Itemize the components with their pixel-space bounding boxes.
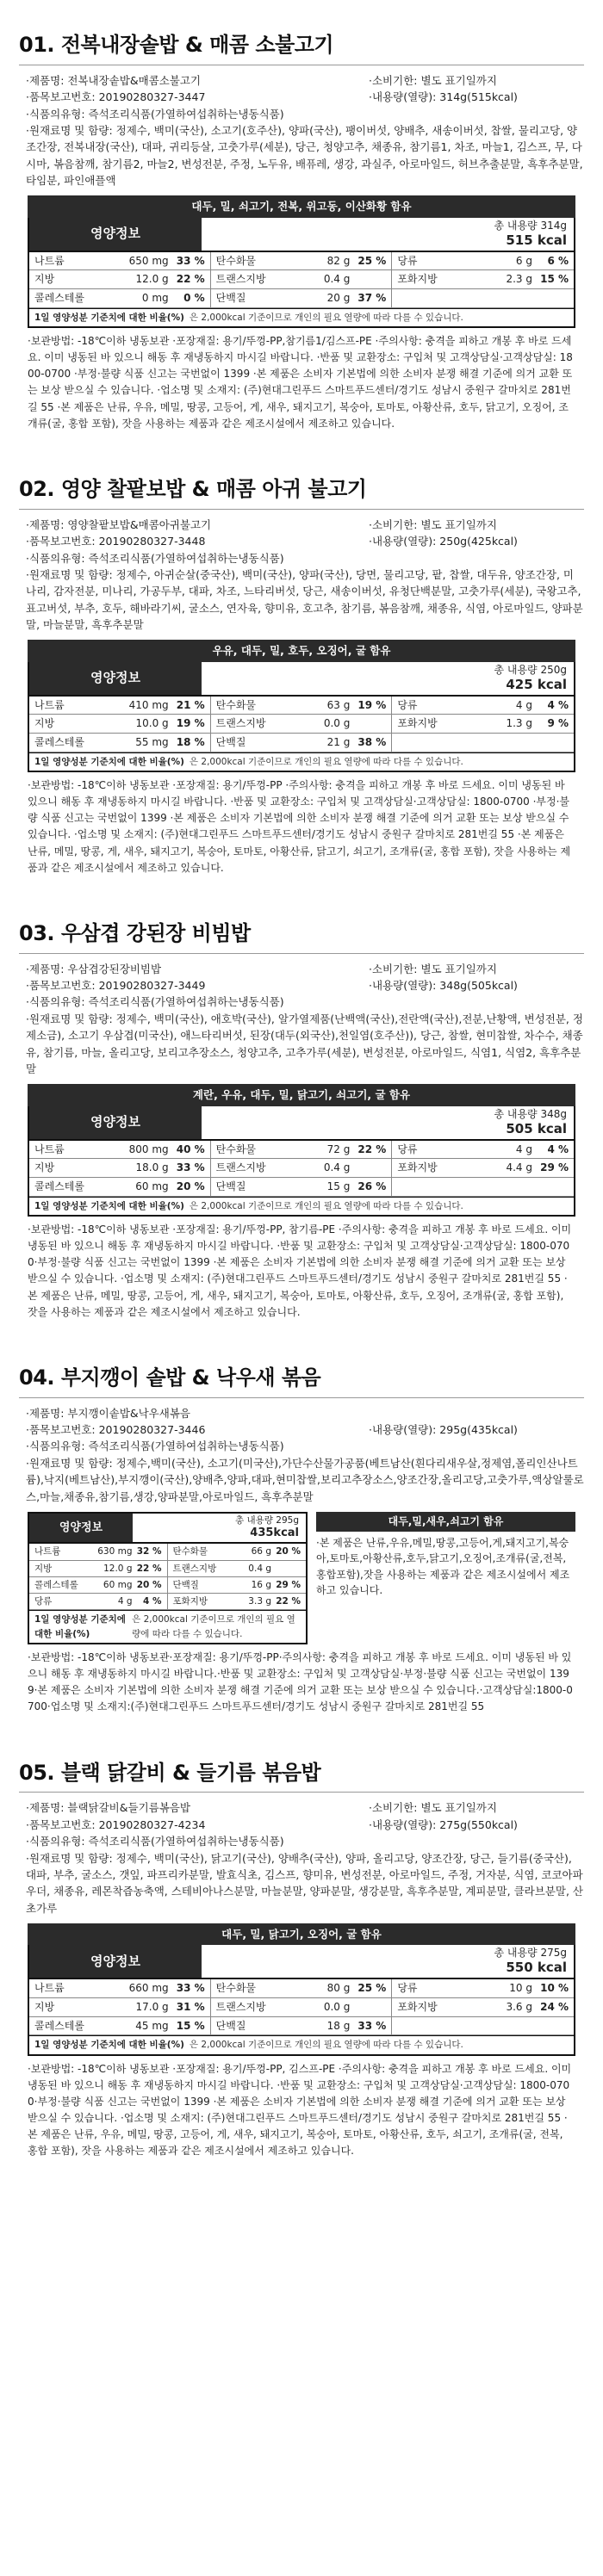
nutrient-name: 트랜스지방: [172, 1563, 217, 1574]
nutrition-grid: [29, 697, 574, 752]
nutrition-table: [28, 1945, 575, 2055]
net-weight: ·내용량(열량): 314g(515kcal): [369, 90, 518, 104]
nutrient-name: 탄수화물: [172, 1546, 208, 1557]
nutrient-name: [397, 2018, 479, 2034]
nutrient-percent: 33 %: [357, 2019, 387, 2032]
nutrient-name: 당류: [397, 698, 418, 711]
storage-info: ·보관방법: -18℃이하 냉동보관 ·포장재질: 용기/뚜껑-PP, 참기름-PE ·주의사항: 충격을 피하고 개봉 후 바로 드세요. 이미 냉동된 바 있으니 해동 후 재냉동하지 마시길 바랍니다. ·반품 및 교환장소: 구입처 및 고객상담실·고객상담실: 1800-0700·부정·불량 식품 신고는 국번없이 1399 ·본 제품은 소비자 기본법에 의한 소비자 분쟁 해결 기준에 의거 교환 또는 보상 받으실 수 있습니다. ·업소명 및 소재지: (주)현대그린푸드 스마트푸드센터/경기도 성남시 중원구 갈마치로 281번길 55 ·본 제품은 난류, 메밀, 땅콩, 고등어, 게, 새우, 돼지고기, 복숭아, 토마토, 아황산류, 호두, 오징어, 조개류(굴, 홍합 포함), 잣을 사용하는 제품과 같은 제조시설에서 제조하고 있습니다.: [28, 1223, 572, 1318]
nutrient-name: 나트륨: [34, 254, 65, 267]
nutrient-percent: 40 %: [176, 1142, 205, 1155]
nutrient-name: 콜레스테롤: [34, 2019, 84, 2032]
nutrient-percent: 20 %: [176, 1180, 205, 1192]
total-kcal: 425 kcal: [506, 676, 567, 692]
nutrient-percent: 22 %: [276, 1596, 301, 1607]
nutrient-percent: 15 %: [540, 273, 569, 286]
nutrient-amount: 18.0 g: [135, 1161, 169, 1174]
product-section-01: [0, 0, 603, 432]
ingredients: ·원재료명 및 함량: 정제수, 아귀순살(중국산), 백미(국산), 양파(국산), 당면, 물리고당, 팥, 찹쌀, 대두유, 양조간장, 미나리, 감자전분, 미나리, 가공두부, 대파, 차조, 느타리버섯, 당근, 새송이버섯, 유청단백분말, 고춧가루(세분), 국왕고추, 표고버섯, 부추, 호두, 해바라기씨, 굴소스, 연자육, 향미유, 호고추, 참기름, 볶음참깨, 채종유, 식염, 아로마일드, 양파분말, 마늘분말, 흑후추분말: [26, 567, 583, 632]
nutrient-amount: 20 g: [326, 291, 351, 304]
nutrient-name: [397, 734, 479, 751]
nutrient-name: 지방: [34, 717, 55, 730]
allergen-side-panel: [308, 1512, 575, 1644]
nutrient-percent: [350, 715, 386, 732]
nutrient-amount: 4 g: [515, 698, 532, 711]
allergen-banner: 계란, 우유, 대두, 밀, 닭고기, 쇠고기, 굴 함유: [28, 1084, 575, 1105]
nutrient-percent: 31 %: [176, 2001, 205, 2014]
total-content: 총 내용량 275g: [494, 1947, 567, 1960]
nutrient-amount: 650 mg: [128, 254, 169, 267]
product-section-04: [0, 1321, 603, 1716]
product-meta: [26, 1405, 584, 1455]
nutrient-amount: 66 g: [251, 1546, 271, 1557]
nutrient-amount: 21 g: [326, 735, 351, 748]
nutrient-percent: 29 %: [276, 1579, 301, 1590]
nutrient-name: 트랜스지방: [215, 273, 266, 286]
nutrient-amount: 63 g: [326, 698, 351, 711]
nutrient-amount: 4.4 g: [506, 1161, 532, 1174]
nutrient-name: 콜레스테롤: [34, 1579, 78, 1590]
nutrient-percent: 32 %: [136, 1546, 162, 1557]
nutrient-name: 단백질: [215, 2019, 246, 2032]
expiry-date: ·소비기한: 별도 표기일까지: [369, 517, 497, 531]
nutrition-footer: 1일 영양성분 기준치에 대한 비율(%): [34, 1200, 184, 1211]
nutrition-header: 영양정보: [29, 1945, 202, 1978]
nutrient-percent: [271, 1562, 301, 1576]
nutrient-percent: 22 %: [136, 1563, 162, 1574]
net-weight: ·내용량(열량): 275g(550kcal): [369, 1817, 518, 1831]
nutrient-amount: 3.3 g: [248, 1596, 271, 1607]
nutrient-name: 나트륨: [34, 1142, 65, 1155]
nutrition-header: 영양정보: [29, 218, 202, 251]
nutrient-amount: 15 g: [326, 1180, 351, 1192]
nutrient-percent: 20 %: [276, 1546, 301, 1557]
nutrient-percent: [350, 271, 386, 288]
nutrient-name: 탄수화물: [215, 254, 257, 267]
nutrition-footer: 1일 영양성분 기준치에 대한 비율(%): [34, 2040, 184, 2051]
nutrient-percent: 25 %: [357, 254, 387, 267]
total-kcal: 435kcal: [250, 1526, 299, 1540]
product-section-03: [0, 876, 603, 1321]
nutrient-name: 단백질: [215, 1180, 246, 1192]
shared-facility-notice: ·본 제품은 난류,우유,메밀,땅콩,고등어,게,돼지고기,복숭아,토마토,아황산류,호두,닭고기,오징어,조개류(굴,전복,홍합포함),잣을 사용하는 제품과 같은 제조시설에서 제조하고 있습니다.: [316, 1536, 570, 1597]
nutrient-amount: 1.3 g: [506, 717, 532, 730]
report-number: ·품목보고번호: 20190280327-3449: [26, 979, 206, 993]
nutrient-percent: 26 %: [357, 1180, 387, 1192]
nutrient-name: 포화지방: [172, 1596, 208, 1607]
nutrient-name: 당류: [397, 1982, 418, 1995]
product-title: 01. 전복내장솥밥 & 매콤 소불고기: [19, 33, 584, 65]
nutrient-percent: 6 %: [547, 254, 569, 267]
nutrient-amount: 12.0 g: [103, 1563, 133, 1574]
product-name: ·제품명: 블랙닭갈비&들기름볶음밥: [26, 1801, 190, 1815]
nutrient-name: [397, 290, 479, 307]
nutrient-amount: 10 g: [509, 1982, 532, 1995]
nutrient-amount: 10.0 g: [135, 717, 169, 730]
nutrient-amount: 12.0 g: [135, 273, 169, 286]
nutrient-percent: [532, 290, 569, 307]
nutrient-amount: 800 mg: [128, 1142, 169, 1155]
nutrition-grid: [29, 252, 574, 308]
nutrient-percent: 9 %: [547, 717, 569, 730]
nutrient-percent: 4 %: [143, 1596, 162, 1607]
nutrient-amount: 0 mg: [141, 291, 169, 304]
nutrient-percent: 4 %: [547, 1142, 569, 1155]
nutrient-amount: 6 g: [515, 254, 532, 267]
nutrition-table: [28, 662, 575, 772]
nutrition-header: 영양정보: [29, 1106, 202, 1139]
nutrient-amount: 60 mg: [103, 1579, 133, 1590]
nutrient-amount: 4 g: [117, 1596, 133, 1607]
product-section-02: [0, 432, 603, 876]
nutrition-footer-note: 은 2,000kcal 기준이므로 개인의 필요 열량에 따라 다를 수 있습니다.: [189, 312, 463, 323]
storage-info: ·보관방법: -18℃이하 냉동보관 ·포장재질: 용기/뚜껑-PP,참기름1/김스프-PE ·주의사항: 충격을 피하고 개봉 후 바로 드세요. 이미 냉동된 바 있으니 해동 후 재냉동하지 마시길 바랍니다. ·반품 및 교환장소: 구입처 및 고객상담실·고객상담실: 1800-0700 ·부정·불량 식품 신고는 국번없이 1399 ·본 제품은 소비자 기본법에 의한 소비자 분쟁 해결 기준에 의거 교환 또는 보상 받으실 수 있습니다. ·업소명 및 소재지: (주)현대그린푸드 스마트푸드센터/경기도 성남시 중원구 갈마치로 281번길 55 ·본 제품은 난류, 우유, 메밀, 땅콩, 고등어, 게, 새우, 돼지고기, 복숭아, 토마토, 아황산류, 호두, 닭고기, 오징어, 조개류(굴, 홍합 포함), 잣을 사용하는 제품과 같은 제조시설에서 제조하고 있습니다.: [28, 334, 573, 430]
expiry-date: ·소비기한: 별도 표기일까지: [369, 1801, 497, 1815]
nutrition-header: 영양정보: [29, 662, 202, 695]
food-type: ·식품의유형: 즉석조리식품(가열하여섭취하는냉동식품): [26, 1835, 284, 1848]
storage-info: ·보관방법: -18℃이하 냉동보관·포장재질: 용기/뚜껑-PP·주의사항: 충격을 피하고 개봉 후 바로 드세요. 이미 냉동된 바 있으니 해동 후 재냉동하지 마시길 바랍니다.·반품 및 교환장소: 구입처 및 고객상담실·부정·불량 식품 신고는 국번없이 1399·본 제품은 소비자 기본법에 의한 소비자 분쟁 해결 기준에 의거 교환 또는 보상 받으실 수 있습니다.·고객상담실:1800-0700·업소명 및 소재지:(주)현대그린푸드 스마트푸드센터/경기도 성남시 중원구 갈마치로 281번길 55: [28, 1650, 573, 1713]
nutrient-name: 트랜스지방: [215, 2001, 266, 2014]
product-meta: [26, 1799, 584, 1849]
nutrient-name: 지방: [34, 2001, 55, 2014]
nutrient-percent: [532, 734, 569, 751]
nutrient-amount: 0.0 g: [323, 2001, 351, 2014]
nutrient-name: 지방: [34, 1563, 53, 1574]
report-number: ·품목보고번호: 20190280327-3446: [26, 1423, 206, 1437]
nutrient-amount: 45 mg: [135, 2019, 169, 2032]
nutrient-amount: 0.4 g: [248, 1563, 271, 1574]
product-name: ·제품명: 우삼겹강된장비빔밥: [26, 962, 162, 975]
nutrient-name: 당류: [397, 1142, 418, 1155]
product-title: 02. 영양 찰팥보밥 & 매콤 아귀 불고기: [19, 477, 584, 510]
nutrient-percent: 38 %: [357, 735, 387, 748]
nutrient-amount: 660 mg: [128, 1982, 169, 1995]
product-name: ·제품명: 부지깽이솥밥&낙우새볶음: [26, 1406, 190, 1420]
allergen-banner: 대두,밀,새우,쇠고기 함유: [316, 1512, 575, 1532]
product-meta: [26, 961, 584, 1011]
nutrient-amount: [479, 290, 532, 307]
nutrient-name: 당류: [34, 1596, 53, 1607]
nutrient-percent: 21 %: [176, 698, 205, 711]
nutrient-name: 포화지방: [397, 1161, 438, 1174]
nutrient-amount: [479, 734, 532, 751]
nutrient-percent: [350, 1160, 386, 1176]
nutrient-percent: [532, 2018, 569, 2034]
nutrient-amount: 410 mg: [128, 698, 169, 711]
nutrient-percent: [350, 1999, 386, 2016]
nutrient-percent: 18 %: [176, 735, 205, 748]
nutrient-amount: [479, 2018, 532, 2034]
nutrient-amount: 72 g: [326, 1142, 351, 1155]
product-meta: [26, 72, 584, 122]
nutrient-percent: [532, 1179, 569, 1195]
nutrition-grid: [29, 1979, 574, 2035]
nutrient-name: 탄수화물: [215, 1142, 257, 1155]
nutrient-percent: 24 %: [540, 2001, 569, 2014]
storage-info: ·보관방법: -18℃이하 냉동보관 ·포장재질: 용기/뚜껑-PP, 김스프-PE ·주의사항: 충격을 피하고 개봉 후 바로 드세요. 이미 냉동된 바 있으니 해동 후 재냉동하지 마시길 바랍니다. ·반품 및 교환장소: 구입처 및 고객상담실·고객상담실: 1800-0700·부정·불량 식품 신고는 국번없이 1399 ·본 제품은 소비자 기본법에 의한 소비자 분쟁 해결 기준에 의거 교환 또는 보상 받으실 수 있습니다. ·업소명 및 소재지: (주)현대그린푸드 스마트푸드센터/경기도 성남시 중원구 갈마치로 281번길 55 ·본 제품은 난류, 우유, 메밀, 땅콩, 고등어, 게, 새우, 돼지고기, 복숭아, 토마토, 아황산류, 호두, 쇠고기, 조개류(굴, 전복, 홍합 포함), 잣을 사용하는 제품과 같은 제조시설에서 제조하고 있습니다.: [28, 2062, 572, 2158]
allergen-banner: 우유, 대두, 밀, 호두, 오징어, 굴 함유: [28, 640, 575, 661]
product-title: 04. 부지깽이 솥밥 & 낙우새 볶음: [19, 1365, 584, 1398]
total-kcal: 550 kcal: [506, 1960, 567, 1976]
food-type: ·식품의유형: 즉석조리식품(가열하여섭취하는냉동식품): [26, 551, 284, 565]
net-weight: ·내용량(열량): 295g(435kcal): [369, 1423, 518, 1437]
nutrient-amount: 2.3 g: [506, 273, 532, 286]
nutrient-name: 단백질: [215, 291, 246, 304]
nutrient-percent: 10 %: [540, 1982, 569, 1995]
total-content: 총 내용량 250g: [494, 663, 567, 676]
food-type: ·식품의유형: 즉석조리식품(가열하여섭취하는냉동식품): [26, 1440, 284, 1453]
nutrient-percent: 33 %: [176, 254, 205, 267]
nutrition-footer: 1일 영양성분 기준치에 대한 비율(%): [34, 756, 184, 767]
ingredients: ·원재료명 및 함량: 정제수, 백미(국산), 애호박(국산), 알가열제품(난백액(국산),전란액(국산),전분,난황액, 변성전분, 정제소금), 소고기 우삼겹(미국산), 애느타리버섯, 된장(대두(외국산),천일염(호주산)), 당근, 참쌀, 현미찹쌀, 차수수, 채종유, 참기름, 마늘, 올리고당, 보리고추장소스, 청양고추, 고추가루(세분), 변성전분, 아로마일드, 식염1, 식염2, 흑후추분말: [26, 1012, 583, 1075]
nutrient-name: 나트륨: [34, 1546, 61, 1557]
product-title: 05. 블랙 닭갈비 & 들기름 볶음밥: [19, 1761, 584, 1793]
allergen-banner: 대두, 밀, 쇠고기, 전복, 위고동, 이산화황 함유: [28, 195, 575, 217]
product-meta: [26, 517, 584, 567]
nutrient-percent: 19 %: [357, 698, 387, 711]
nutrient-name: 나트륨: [34, 698, 65, 711]
nutrient-name: 포화지방: [397, 273, 438, 286]
nutrition-table: [28, 218, 575, 328]
total-content: 총 내용량 314g: [494, 219, 567, 232]
nutrient-name: 나트륨: [34, 1982, 65, 1995]
report-number: ·품목보고번호: 20190280327-3447: [26, 90, 206, 104]
nutrient-percent: 19 %: [176, 717, 205, 730]
nutrient-name: 트랜스지방: [215, 1161, 266, 1174]
nutrient-percent: 4 %: [547, 698, 569, 711]
nutrient-percent: 20 %: [136, 1579, 162, 1590]
nutrient-percent: 37 %: [357, 291, 387, 304]
ingredients: ·원재료명 및 함량: 정제수,백미(국산), 소고기(미국산),가단수산물가공품(베트남산(흰다리새우살,정제염,폴리인산나트륨),낙지(베트남산),부지깽이(국산),양배추,양파,대파,현미찹쌀,보리고추장소스,양조간장,올리고당,고춧가루,액상알룰로스,마늘,채종유,참기름,생강,양파분말,아로마일드, 흑후추분말: [26, 1456, 584, 1503]
nutrient-percent: 33 %: [176, 1161, 205, 1174]
report-number: ·품목보고번호: 20190280327-3448: [26, 535, 206, 548]
nutrient-percent: 0 %: [183, 291, 205, 304]
nutrient-name: 트랜스지방: [215, 717, 266, 730]
nutrient-name: 탄수화물: [215, 698, 257, 711]
nutrient-amount: 16 g: [251, 1579, 271, 1590]
nutrient-percent: 22 %: [176, 273, 205, 286]
nutrient-amount: 82 g: [326, 254, 351, 267]
nutrient-amount: 0.4 g: [323, 1161, 351, 1174]
nutrient-amount: 0.0 g: [323, 717, 351, 730]
expiry-date: ·소비기한: 별도 표기일까지: [369, 73, 497, 87]
nutrient-amount: 17.0 g: [135, 2001, 169, 2014]
nutrient-amount: 80 g: [326, 1982, 351, 1995]
nutrient-name: 포화지방: [397, 2001, 438, 2014]
nutrient-name: [397, 1179, 479, 1195]
nutrient-amount: 55 mg: [135, 735, 169, 748]
nutrient-name: 콜레스테롤: [34, 735, 84, 748]
nutrient-amount: 630 mg: [97, 1546, 133, 1557]
nutrient-amount: 3.6 g: [506, 2001, 532, 2014]
product-name: ·제품명: 전복내장솥밥&매콤소불고기: [26, 73, 202, 87]
food-type: ·식품의유형: 즉석조리식품(가열하여섭취하는냉동식품): [26, 107, 284, 121]
nutrient-name: 탄수화물: [215, 1982, 257, 1995]
nutrient-amount: 18 g: [326, 2019, 351, 2032]
net-weight: ·내용량(열량): 250g(425kcal): [369, 535, 518, 548]
nutrient-name: 콜레스테롤: [34, 291, 84, 304]
net-weight: ·내용량(열량): 348g(505kcal): [369, 979, 518, 993]
nutrition-footer-note: 은 2,000kcal 기준이므로 개인의 필요 열량에 따라 다를 수 있습니다.: [189, 2040, 463, 2051]
nutrient-amount: [479, 1179, 532, 1195]
nutrient-percent: 15 %: [176, 2019, 205, 2032]
nutrition-footer: 1일 영양성분 기준치에 대한 비율(%): [34, 1614, 126, 1639]
ingredients: ·원재료명 및 함량: 정제수, 백미(국산), 소고기(호주산), 양파(국산), 팽이버섯, 양배추, 새송이버섯, 찹쌀, 물리고당, 양조간장, 전복내장(국산), 대파, 귀리등살, 고춧가루(세분), 당근, 청양고추, 채종유, 참기름1, 차조, 마늘1, 김스프, 무, 다시마, 볶음참깨, 참기름2, 마늘2, 변성전분, 주정, 노두유, 배퓨레, 생강, 과실주, 아로마일드, 허브추출분말, 흑후추분말, 타임분, 파인애플액: [26, 123, 583, 188]
product-title: 03. 우삼겹 강된장 비빔밥: [19, 921, 584, 954]
nutrition-block: [28, 1512, 575, 1644]
nutrient-amount: 4 g: [515, 1142, 532, 1155]
nutrient-name: 포화지방: [397, 717, 438, 730]
nutrient-name: 당류: [397, 254, 418, 267]
nutrient-amount: 0.4 g: [323, 273, 351, 286]
nutrition-footer: 1일 영양성분 기준치에 대한 비율(%): [34, 312, 184, 323]
total-kcal: 515 kcal: [506, 232, 567, 248]
nutrient-amount: 60 mg: [135, 1180, 169, 1192]
report-number: ·품목보고번호: 20190280327-4234: [26, 1817, 206, 1831]
product-name: ·제품명: 영양찰팥보밥&매콤아귀불고기: [26, 517, 212, 531]
nutrition-footer-note: 은 2,000kcal 기준이므로 개인의 필요 열량에 따라 다를 수 있습니다.: [189, 1200, 463, 1211]
nutrient-percent: 29 %: [540, 1161, 569, 1174]
nutrition-footer-note: 은 2,000kcal 기준이므로 개인의 필요 열량에 따라 다를 수 있습니다.: [132, 1614, 295, 1639]
allergen-banner: 대두, 밀, 닭고기, 오징어, 굴 함유: [28, 1923, 575, 1945]
nutrition-header: 영양정보: [29, 1514, 133, 1542]
storage-info: ·보관방법: -18℃이하 냉동보관 ·포장재질: 용기/뚜껑-PP ·주의사항: 충격을 피하고 개봉 후 바로 드세요. 이미 냉동된 바 있으니 해동 후 재냉동하지 마시길 바랍니다. ·반품 및 교환장소: 구입처 및 고객상담실·고객상담실: 1800-0700 ·부정·불량 식품 신고는 국번없이 1399 ·본 제품은 소비자 기본법에 의한 소비자 분쟁 해결 기준에 의거 교환 또는 보상 받으실 수 있습니다. ·업소명 및 소재지: (주)현대그린푸드 스마트푸드센터/경기도 성남시 중원구 갈마치로 281번길 55 ·본 제품은 난류, 메밀, 땅콩, 게, 새우, 돼지고기, 복숭아, 토마토, 아황산류, 닭고기, 쇠고기, 조개류(굴, 홍합 포함), 잣을 사용하는 제품과 같은 제조시설에서 제조하고 있습니다.: [28, 778, 571, 874]
nutrient-name: 콜레스테롤: [34, 1180, 84, 1192]
nutrition-table: [28, 1106, 575, 1217]
nutrition-grid: [29, 1141, 574, 1197]
nutrient-percent: 22 %: [357, 1142, 387, 1155]
ingredients: ·원재료명 및 함량: 정제수, 백미(국산), 닭고기(국산), 양배추(국산), 양파, 올리고당, 양조간장, 당근, 들기름(중국산), 대파, 부추, 굴소스, 갯잎, 파프리카분말, 발효식초, 김스프, 향미유, 변성전분, 아로마일드, 주정, 거자분, 식염, 코코아파우더, 채종유, 레몬착즙농축액, 스테비아나스분말, 마늘분말, 양파분말, 생강분말, 흑후추분말, 계피분말, 클라브분말, 산초가루: [26, 1851, 583, 1915]
total-content: 총 내용량 295g: [235, 1514, 299, 1526]
nutrient-percent: 33 %: [176, 1982, 205, 1995]
total-kcal: 505 kcal: [506, 1120, 567, 1136]
product-section-05: [0, 1716, 603, 2160]
expiry-date: ·소비기한: 별도 표기일까지: [369, 962, 497, 975]
nutrient-name: 지방: [34, 273, 55, 286]
total-content: 총 내용량 348g: [494, 1107, 567, 1120]
nutrient-name: 단백질: [172, 1579, 199, 1590]
nutrient-percent: 25 %: [357, 1982, 387, 1995]
nutrition-table: [28, 1512, 308, 1644]
nutrition-footer-note: 은 2,000kcal 기준이므로 개인의 필요 열량에 따라 다를 수 있습니다.: [189, 756, 463, 767]
nutrient-name: 단백질: [215, 735, 246, 748]
nutrition-grid: [29, 1544, 306, 1610]
food-type: ·식품의유형: 즉석조리식품(가열하여섭취하는냉동식품): [26, 995, 284, 1009]
nutrient-name: 지방: [34, 1161, 55, 1174]
